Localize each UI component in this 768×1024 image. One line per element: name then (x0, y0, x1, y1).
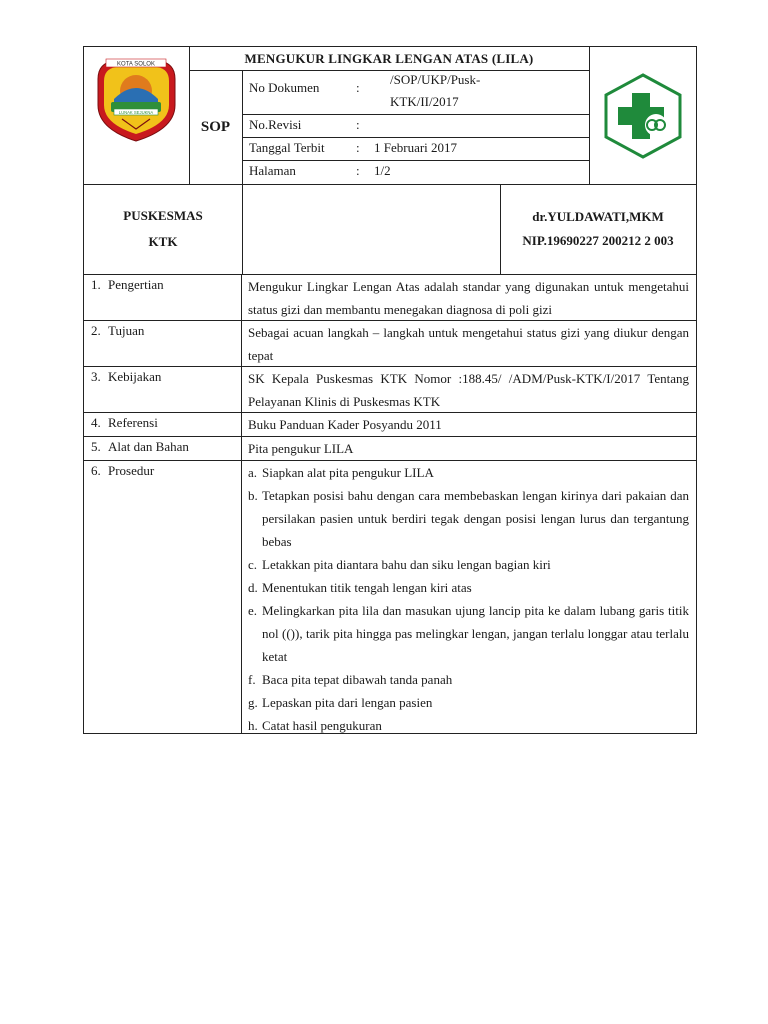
meta-row-no-revisi (242, 115, 589, 138)
section-label-text: Pengertian (108, 277, 164, 292)
signature-block (83, 184, 697, 275)
section-text-referensi: Buku Panduan Kader Posyandu 2011 (248, 417, 442, 432)
meta-label: Tanggal Terbit (249, 140, 325, 155)
procedure-step (248, 691, 689, 714)
section-text-pengertian: Mengukur Lingkar Lengan Atas adalah standar yang digunakan untuk mengetahui status gizi dan membantu menegakan diagnosa di poli gizi (248, 279, 689, 317)
step-letter: d. (248, 580, 258, 595)
meta-colon: : (356, 140, 360, 155)
section-row-prosedur (84, 461, 696, 733)
section-label (84, 321, 242, 366)
signatory-name: dr.YULDAWATI,MKM (532, 209, 664, 224)
step-letter: g. (248, 695, 258, 710)
section-number: 5. (91, 439, 101, 454)
section-number: 3. (91, 369, 101, 384)
organization-line-1: PUSKESMAS (123, 208, 203, 223)
kota-solok-logo-icon (84, 47, 189, 184)
meta-label: No Dokumen (249, 80, 320, 95)
section-label-text: Tujuan (108, 323, 145, 338)
procedure-steps (242, 461, 696, 733)
puskesmas-emblem-icon (598, 71, 688, 161)
section-text-tujuan: Sebagai acuan langkah – langkah untuk mengetahui status gizi yang diukur dengan tepat (248, 325, 689, 363)
procedure-step (248, 668, 689, 691)
section-row-pengertian (84, 275, 696, 321)
signatory (500, 184, 696, 274)
step-text: Melingkarkan pita lila dan masukan ujung lancip pita ke dalam lubang garis titik nol (()), tarik pita hingga pas melingkar lengan, jangan terlalu longgar atau terlalu ketat (262, 603, 689, 664)
step-letter: e. (248, 603, 258, 618)
logo-banner-text: LUNAK SEJUKNA (118, 110, 154, 115)
organization-name (84, 184, 243, 274)
procedure-step (248, 553, 689, 576)
section-number: 4. (91, 415, 101, 430)
procedure-list (248, 461, 689, 737)
procedure-step (248, 461, 689, 484)
meta-row-no-dokumen (242, 70, 589, 115)
meta-label: Halaman (249, 163, 296, 178)
section-label (84, 461, 242, 733)
step-letter: h. (248, 718, 258, 733)
step-text: Tetapkan posisi bahu dengan cara membebaskan lengan kirinya dari pakaian dan persilakan pasien untuk berdiri tegak dengan posisi lengan lurus dan tergantung bebas (262, 488, 689, 549)
procedure-step (248, 484, 689, 553)
city-logo-cell (84, 47, 190, 184)
meta-value-tanggal-terbit: 1 Februari 2017 (374, 140, 458, 155)
signatory-nip: NIP.19690227 200212 2 003 (522, 233, 674, 248)
procedure-step (248, 599, 689, 668)
meta-row-halaman (242, 161, 589, 184)
section-label-text: Kebijakan (108, 369, 162, 384)
sop-content-table (83, 275, 697, 734)
meta-row-tanggal-terbit (242, 138, 589, 161)
section-text-kebijakan: SK Kepala Puskesmas KTK Nomor :188.45/ /ADM/Pusk-KTK/I/2017 Tentang Pelayanan Klinis di Puskesmas KTK (248, 371, 689, 409)
signature-blank-cell (242, 184, 501, 274)
section-label-text: Prosedur (108, 463, 155, 478)
puskesmas-emblem-cell (589, 47, 696, 184)
step-letter: a. (248, 465, 258, 480)
section-number: 1. (91, 277, 101, 292)
section-row-referensi (84, 413, 696, 437)
meta-colon: : (356, 163, 360, 178)
step-text: Menentukan titik tengah lengan kiri atas (262, 580, 472, 595)
meta-colon: : (356, 117, 360, 132)
section-text-alat-dan-bahan: Pita pengukur LILA (248, 441, 354, 456)
meta-value-halaman: 1/2 (374, 163, 391, 178)
section-row-kebijakan (84, 367, 696, 413)
section-label (84, 413, 242, 436)
meta-value-no-dokumen: /SOP/UKP/Pusk- KTK/II/2017 (390, 72, 481, 109)
section-row-tujuan (84, 321, 696, 367)
step-text: Catat hasil pengukuran (262, 718, 382, 733)
sop-label: SOP (189, 70, 243, 184)
step-letter: f. (248, 672, 256, 687)
section-label-text: Alat dan Bahan (108, 439, 189, 454)
section-label (84, 437, 242, 460)
section-row-alat-dan-bahan (84, 437, 696, 461)
section-number: 6. (91, 463, 101, 478)
meta-colon: : (356, 80, 360, 95)
document-header (83, 46, 697, 185)
step-letter: b. (248, 488, 258, 503)
organization-line-2: KTK (148, 234, 178, 249)
procedure-step (248, 576, 689, 599)
step-text: Letakkan pita diantara bahu dan siku lengan bagian kiri (262, 557, 551, 572)
step-text: Siapkan alat pita pengukur LILA (262, 465, 434, 480)
section-number: 2. (91, 323, 101, 338)
section-label-text: Referensi (108, 415, 158, 430)
step-text: Lepaskan pita dari lengan pasien (262, 695, 433, 710)
procedure-step (248, 714, 689, 737)
document-title: MENGUKUR LINGKAR LENGAN ATAS (LILA) (189, 47, 590, 71)
step-text: Baca pita tepat dibawah tanda panah (262, 672, 453, 687)
step-letter: c. (248, 557, 258, 572)
section-label (84, 275, 242, 320)
document-meta (242, 70, 590, 184)
meta-label: No.Revisi (249, 117, 302, 132)
logo-top-text: KOTA SOLOK (117, 61, 155, 68)
section-label (84, 367, 242, 412)
